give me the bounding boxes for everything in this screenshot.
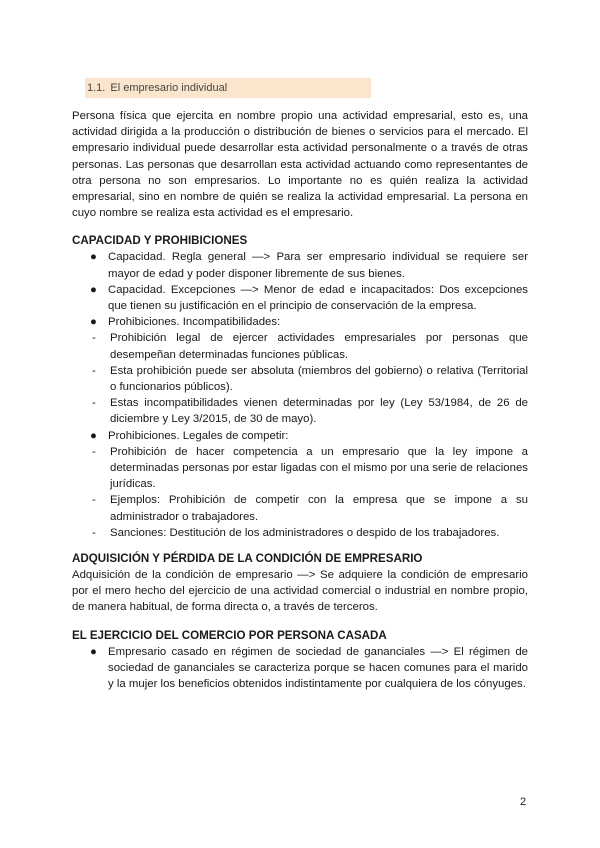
incompatibilidades-sublist xyxy=(72,330,528,427)
sub-list-item xyxy=(72,363,528,395)
sub-list-item-text: Estas incompatibilidades vienen determinadas por ley (Ley 53/1984, de 26 de diciembre y Ley 3/2015, de 30 de mayo). xyxy=(110,397,528,426)
sub-list-item xyxy=(72,444,528,493)
bullet-icon: ● xyxy=(90,283,97,296)
sub-list-item xyxy=(72,395,528,427)
dash-icon: - xyxy=(92,332,96,345)
list-item xyxy=(72,249,528,281)
adquisicion-heading: ADQUISICIÓN Y PÉRDIDA DE LA CONDICIÓN DE EMPRESARIO xyxy=(72,552,423,566)
sub-list-item xyxy=(72,330,528,362)
list-item xyxy=(72,314,528,330)
list-item xyxy=(72,282,528,314)
section-number: 1.1. xyxy=(87,82,106,94)
sub-list-item-text: Prohibición legal de ejercer actividades empresariales por personas que desempeñan determinadas funciones públicas. xyxy=(110,332,528,361)
adquisicion-paragraph: Adquisición de la condición de empresario —> Se adquiere la condición de empresario por el mero hecho del ejercicio de una actividad comercial o industrial en nombre propio, de manera habitual, de forma directa o, a través de terceros. xyxy=(72,569,528,614)
list-item-text: Prohibiciones. Incompatibilidades: xyxy=(108,316,281,329)
sub-list-item xyxy=(72,525,528,541)
section-heading xyxy=(85,78,371,98)
dash-icon: - xyxy=(92,526,96,539)
sub-list-item-text: Esta prohibición puede ser absoluta (miembros del gobierno) o relativa (Territorial o funcionarios públicos). xyxy=(110,364,528,394)
list-item-text: Prohibiciones. Legales de competir: xyxy=(108,429,289,442)
sub-list-item xyxy=(72,492,528,524)
sub-list-item-text: Ejemplos: Prohibición de competir con la empresa que se impone a su administrador o trabajadores. xyxy=(110,494,528,523)
list-item xyxy=(72,644,528,693)
dash-icon: - xyxy=(92,397,96,410)
bullet-icon: ● xyxy=(90,251,97,264)
ejercicio-heading: EL EJERCICIO DEL COMERCIO POR PERSONA CASADA xyxy=(72,628,387,642)
capacidad-list xyxy=(72,249,528,330)
capacidad-list-cont xyxy=(72,428,528,444)
page-number: 2 xyxy=(520,796,527,808)
dash-icon: - xyxy=(92,445,96,458)
ejercicio-list xyxy=(72,644,528,693)
bullet-icon: ● xyxy=(90,645,97,658)
list-item-text: Capacidad. Excepciones —> Menor de edad e incapacitados: Dos excepciones que tienen su justificación en el principio de conservación de la empresa. xyxy=(108,283,528,313)
intro-paragraph: Persona física que ejercita en nombre propio una actividad empresarial, esto es, una actividad dirigida a la producción o distribución de bienes o servicios para el mercado. El empresario individual puede desarrollar esta actividad personalmente o a través de otras personas. Las personas que desarrollan esta actividad actuando como representantes de otra persona no son empresarios. Lo importante no es quién realiza la actividad empresarial, sino en nombre de quién se realiza la actividad empresarial. La persona en cuyo nombre se realiza esta actividad es el empresario. xyxy=(72,110,528,220)
bullet-icon: ● xyxy=(90,429,97,442)
competir-sublist xyxy=(72,444,528,541)
list-item-text: Empresario casado en régimen de sociedad de gananciales —> El régimen de sociedad de gananciales se caracteriza porque se hacen comunes para el marido y la mujer los beneficios obtenidos indistintamente por cualquiera de los cónyuges. xyxy=(108,645,528,691)
capacidad-heading: CAPACIDAD Y PROHIBICIONES xyxy=(72,234,248,248)
document-page xyxy=(72,78,528,692)
list-item xyxy=(72,428,528,444)
bullet-icon: ● xyxy=(90,316,97,329)
dash-icon: - xyxy=(92,494,96,507)
sub-list-item-text: Sanciones: Destitución de los administradores o despido de los trabajadores. xyxy=(110,526,500,539)
dash-icon: - xyxy=(92,364,96,377)
section-title: El empresario individual xyxy=(110,82,228,94)
list-item-text: Capacidad. Regla general —> Para ser empresario individual se requiere ser mayor de edad y poder disponer libremente de sus bienes. xyxy=(108,251,528,280)
sub-list-item-text: Prohibición de hacer competencia a un empresario que la ley impone a determinadas personas por estar ligadas con el mismo por una serie de relaciones jurídicas. xyxy=(110,445,528,491)
